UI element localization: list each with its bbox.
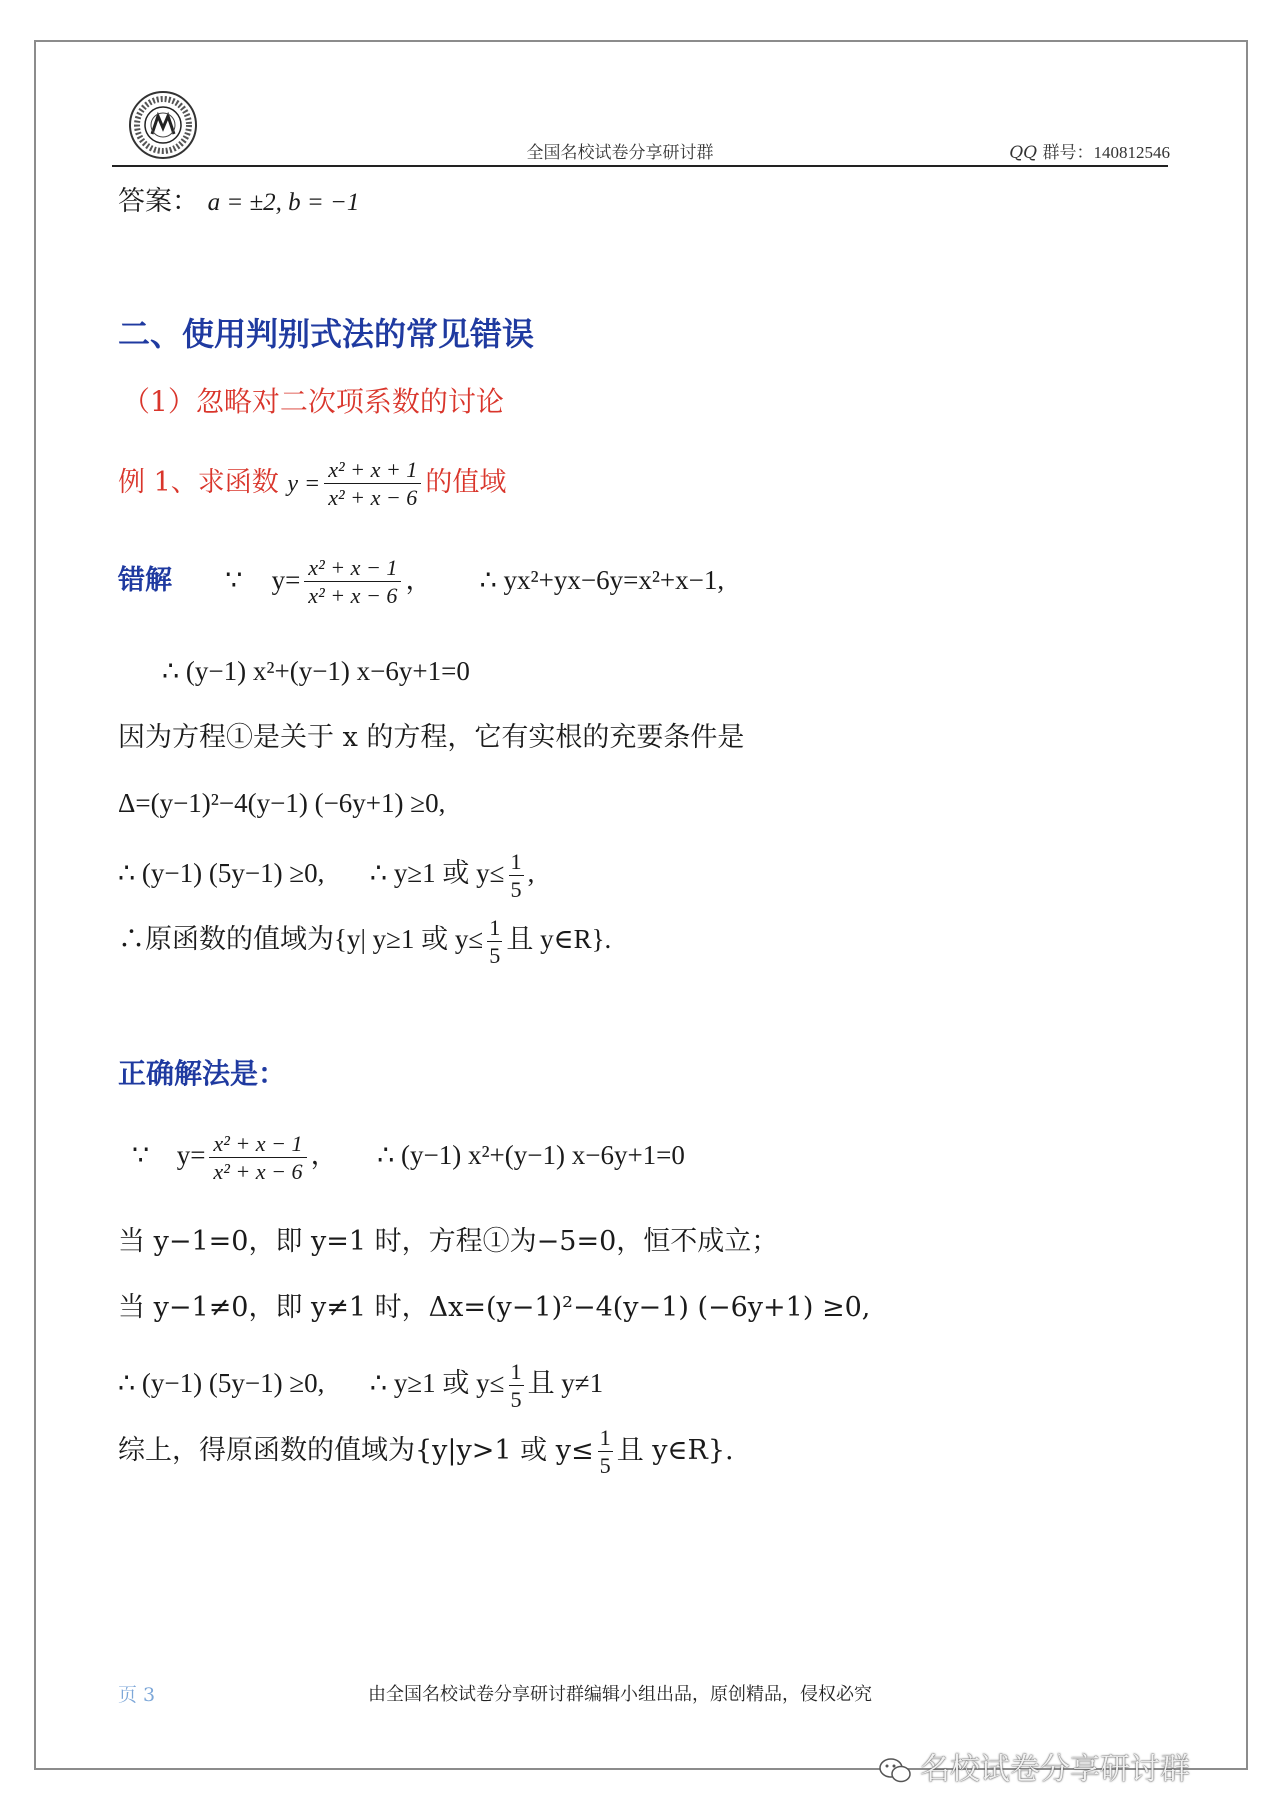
wrong-line-2: ∴ (y−1) x²+(y−1) x−6y+1=0 [162,656,470,686]
frac-den: 5 [489,943,501,969]
example-numerator: x² + x + 1 [324,458,421,484]
correct-numerator: x² + x − 1 [209,1132,306,1158]
wrong-line-5-a: ∴ (y−1) (5y−1) ≥0, [118,857,325,888]
answer-line [118,188,359,215]
wrong-line-5-b: ∴ y≥1 或 y≤ [369,857,505,888]
example-fraction [324,458,421,509]
example-suffix: 的值域 [425,467,507,499]
watermark [878,1744,1190,1788]
wrong-solution-line-1 [118,556,724,607]
footer-credit: 由全国名校试卷分享研讨群编辑小组出品，原创精品，侵权必究 [368,1684,872,1705]
correct-label: 正确解法是： [118,1057,287,1090]
correct-line-5 [118,1426,734,1477]
correct-fraction [209,1132,306,1183]
correct-line-2: 当 y−1=0，即 y=1 时，方程①为−5=0，恒不成立； [118,1226,779,1257]
correct-denominator: x² + x − 6 [213,1159,303,1185]
wrong-therefore-eq: ∴ yx²+yx−6y=x²+x−1, [479,565,725,596]
example-denominator: x² + x − 6 [328,485,418,511]
school-seal-logo [128,90,198,160]
wrong-y-eq: y= [271,565,301,596]
frac-num: 1 [487,916,502,942]
wrong-line-6 [118,916,611,967]
fraction-one-fifth [598,1426,613,1477]
wrong-denominator: x² + x − 6 [308,583,398,609]
page-number: 页 3 [118,1684,156,1706]
example-y-eq: y = [287,471,321,498]
frac-num: 1 [509,850,524,876]
example-prefix: 例 1、求函数 [118,467,279,499]
watermark-text: 名校试卷分享研讨群 [920,1752,1190,1787]
wrong-line-5 [118,850,534,901]
correct-line-1 [132,1132,685,1183]
fraction-one-fifth [509,850,524,901]
group-number: 140812546 [1093,143,1170,162]
header-rule [112,165,1168,167]
frac-den: 5 [599,1453,611,1479]
correct-line-3: 当 y−1≠0，即 y≠1 时，Δx=(y−1)²−4(y−1) (−6y+1) ≥0, [118,1292,871,1323]
example-1 [118,458,506,509]
qq-label: QQ [1009,143,1038,163]
page-border [34,40,1248,1770]
wrong-label: 错解 [118,565,172,597]
correct-y-eq: y= [176,1139,206,1170]
correct-comma: ， [310,1139,338,1170]
correct-therefore-eq: ∴ (y−1) x²+(y−1) x−6y+1=0 [377,1139,685,1170]
header-qq-group [960,138,1170,163]
section-subtitle: （1）忽略对二次项系数的讨论 [122,385,504,418]
wrong-line-6-a: ∴原函数的值域为{y| y≥1 或 y≤ [118,923,484,954]
group-label: 群号： [1037,143,1094,163]
correct-line-4-end: 且 y≠1 [527,1367,604,1398]
because-symbol: ∵ [132,1139,150,1170]
correct-line-4-b: ∴ y≥1 或 y≤ [369,1367,505,1398]
correct-line-4-a: ∴ (y−1) (5y−1) ≥0, [118,1367,325,1398]
correct-line-4 [118,1360,603,1411]
wrong-numerator: x² + x − 1 [304,556,401,582]
frac-num: 1 [509,1360,524,1386]
wrong-line-5-end: , [527,857,535,888]
header-group-name: 全国名校试卷分享研讨群 [526,143,714,163]
fraction-one-fifth [509,1360,524,1411]
wrong-line-3: 因为方程①是关于 x 的方程，它有实根的充要条件是 [118,722,745,753]
section-title: 二、使用判别式法的常见错误 [118,315,535,353]
wrong-comma: ， [405,565,433,597]
wechat-icon [878,1756,912,1786]
correct-line-5-a: 综上，得原函数的值域为{y|y>1 或 y≤ [118,1435,594,1467]
correct-line-5-end: 且 y∈R}. [616,1435,734,1467]
wrong-line-4: Δ=(y−1)²−4(y−1) (−6y+1) ≥0, [118,788,446,818]
wrong-fraction [304,556,401,607]
answer-label: 答案： [118,186,199,217]
answer-expr: a = ±2, b = −1 [207,189,360,216]
wrong-line-6-end: 且 y∈R}. [506,923,612,954]
fraction-one-fifth [487,916,502,967]
frac-den: 5 [510,1387,522,1413]
because-symbol: ∵ [225,565,243,596]
frac-den: 5 [510,877,522,903]
frac-num: 1 [598,1426,613,1452]
